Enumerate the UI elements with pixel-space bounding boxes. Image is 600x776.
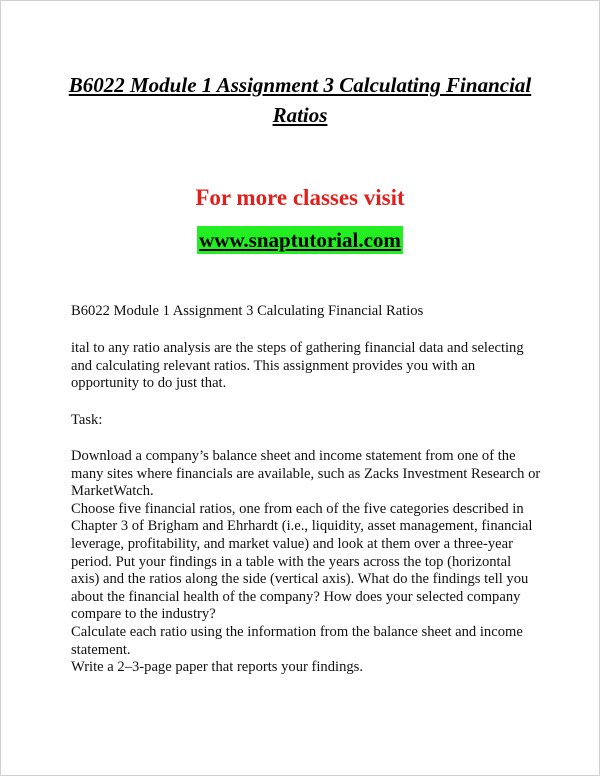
intro-paragraph <box>71 340 541 393</box>
task-list <box>71 448 541 677</box>
heading-line <box>71 303 541 321</box>
task-item: Download a company’s balance sheet and income statement from one of the many sites where financials are available, such as Zacks Investment Research or MarketWatch. <box>71 448 541 500</box>
task-label <box>71 412 541 430</box>
promo-link-container <box>0 226 600 254</box>
heading-line-text: B6022 Module 1 Assignment 3 Calculating Financial Ratios <box>71 303 424 319</box>
task-item: Write a 2–3-page paper that reports your findings. <box>71 659 364 676</box>
website-link[interactable]: www.snaptutorial.com <box>199 228 401 252</box>
task-item: Calculate each ratio using the information from the balance sheet and income statement. <box>71 623 523 658</box>
task-item: Choose five financial ratios, one from each of the five categories described in Chapter 3 of Brigham and Ehrhardt (i.e., liquidity, asset management, financial leverage, profitability, and market value) and look at them over a three-year period. Put your findings in a table with the years across the top (horizontal axis) and the ratios along the side (vertical axis). What do the findings tell you about the financial health of the company? How does your selected company compare to the industry? <box>71 500 533 623</box>
task-label-text: Task: <box>71 412 103 428</box>
promo-text: For more classes visit <box>195 185 405 210</box>
document-title: B6022 Module 1 Assignment 3 Calculating Financial Ratios <box>68 73 532 127</box>
intro-paragraph-text: ital to any ratio analysis are the steps of gathering financial data and selecting and calculating relevant ratios. This assignment provides you with an opportunity to do just that. <box>71 340 524 392</box>
